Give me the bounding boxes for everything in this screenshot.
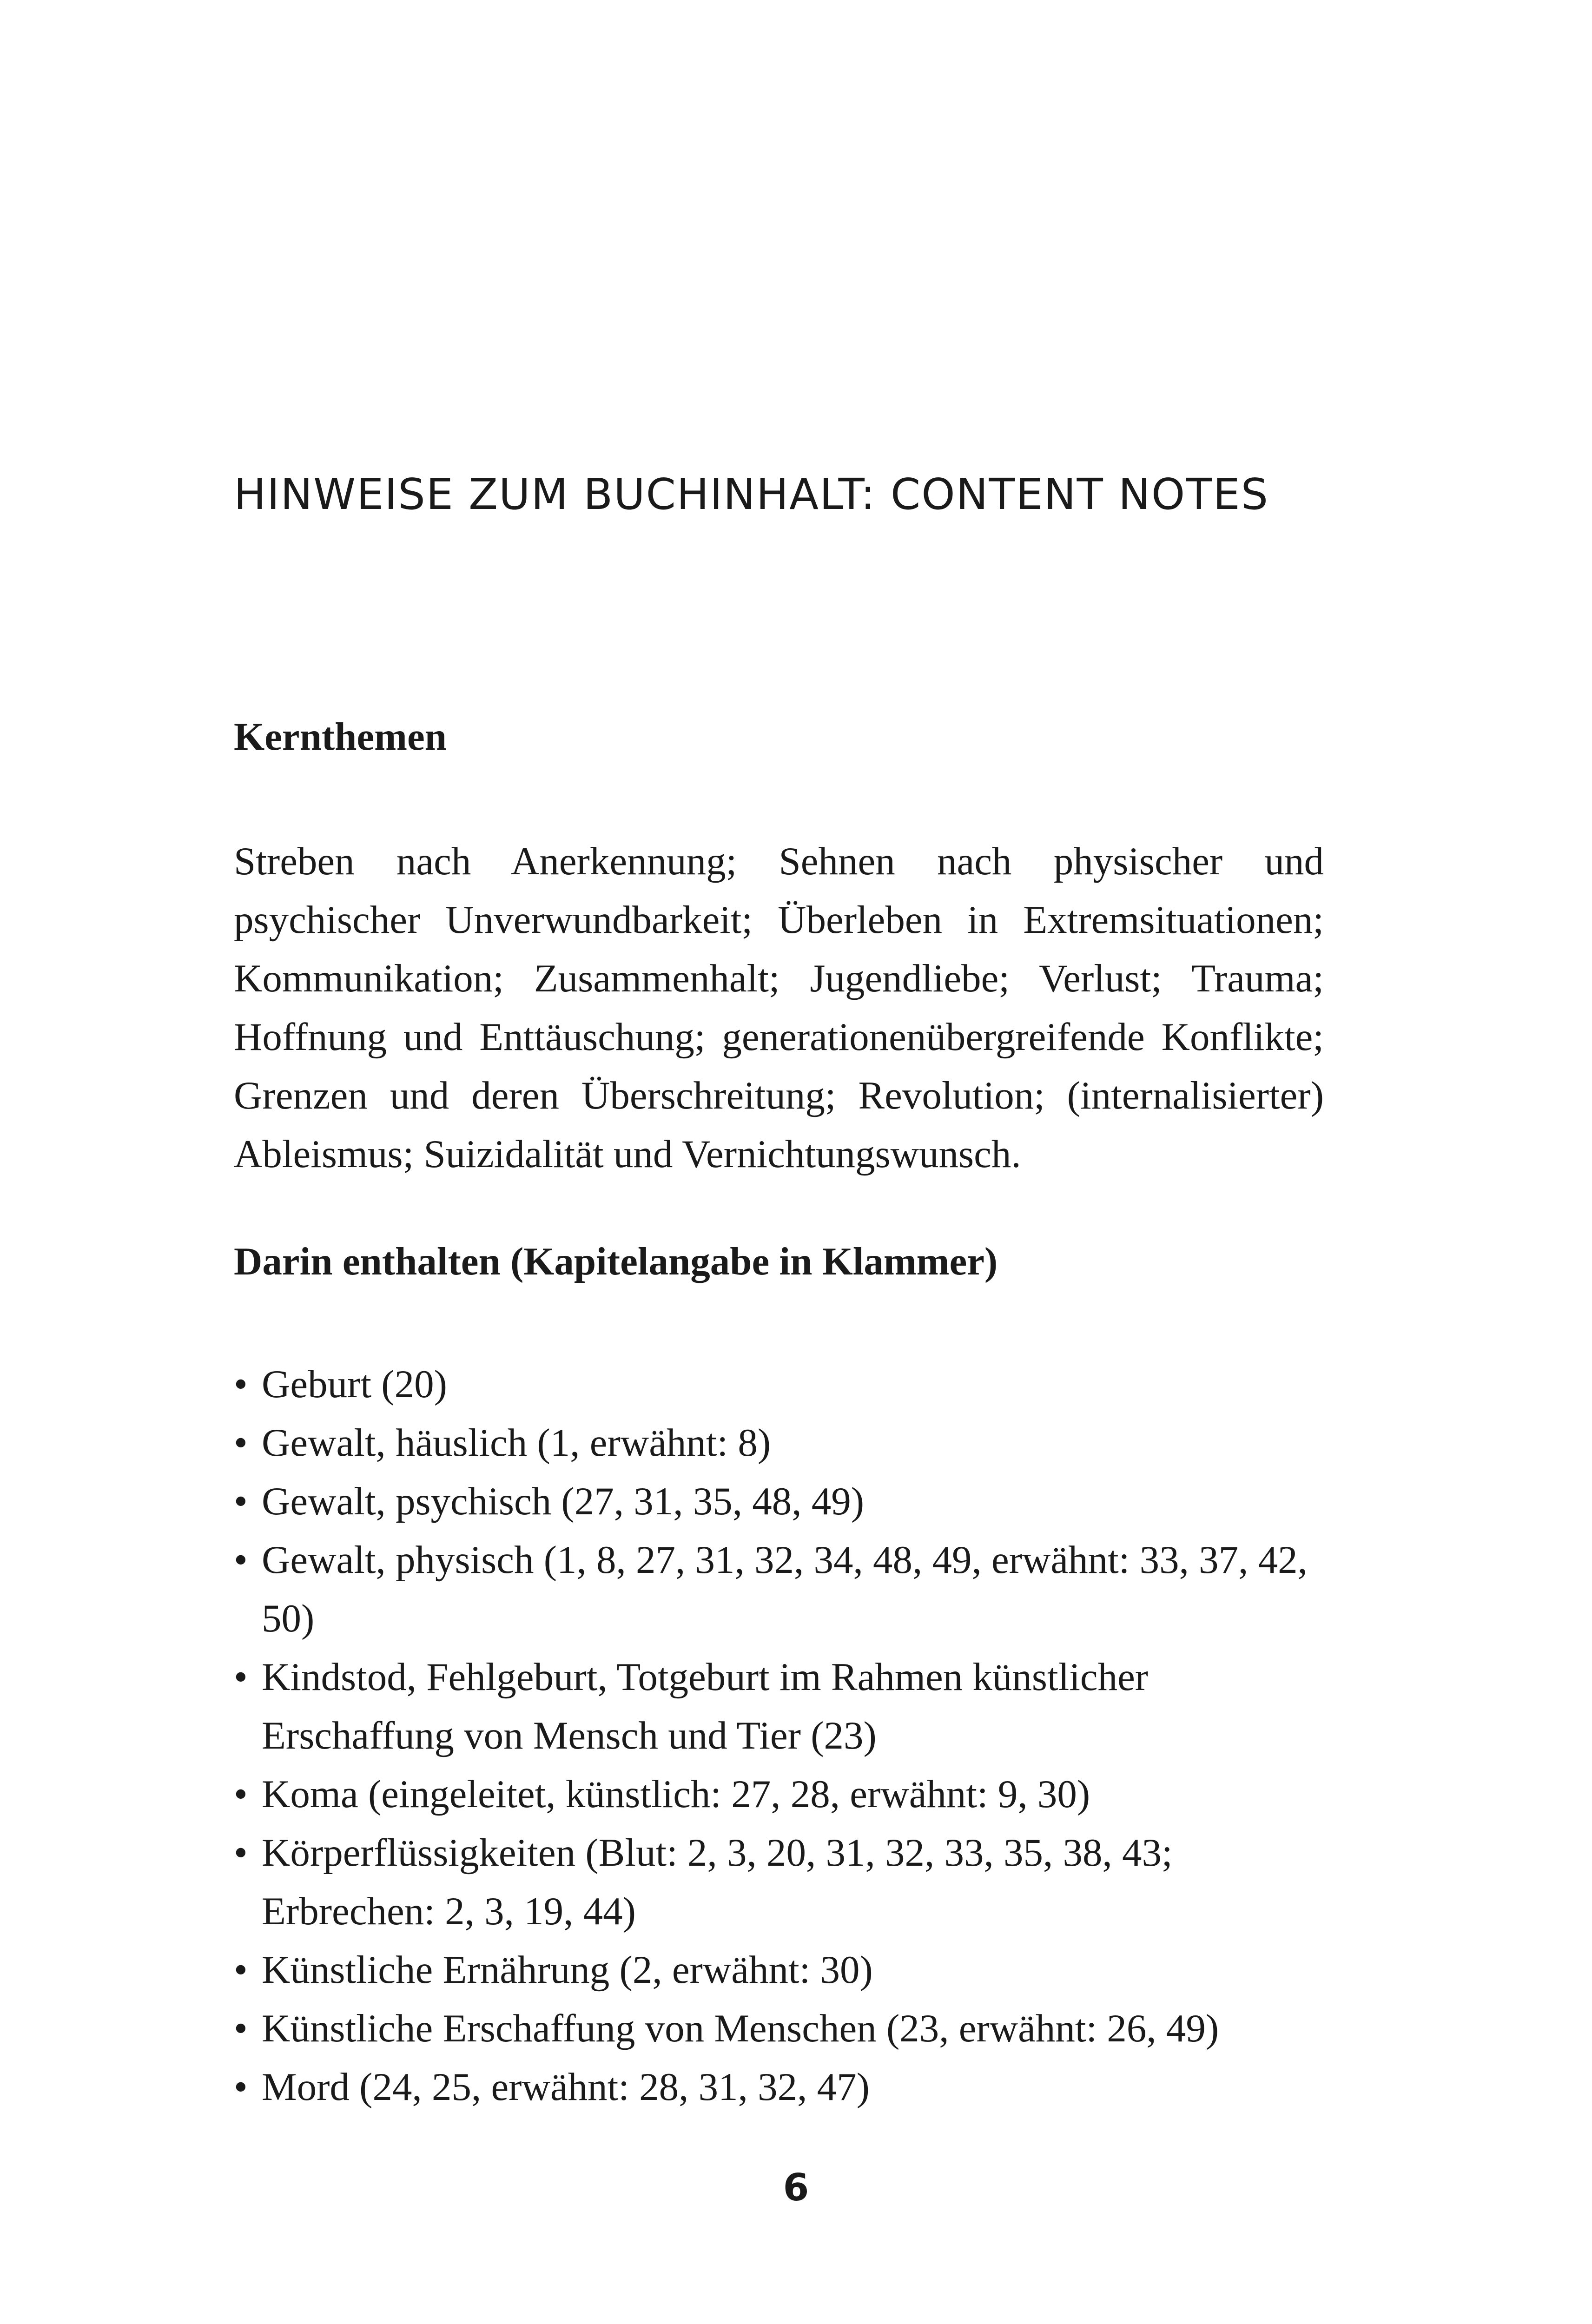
list-item-text: Gewalt, häuslich (1, erwähnt: 8) — [262, 1421, 771, 1465]
list-item — [234, 1648, 1349, 1765]
list-item-text: Gewalt, physisch (1, 8, 27, 31, 32, 34, 48, 49, erwähnt: 33, 37, 42, 50) — [262, 1538, 1308, 1640]
section-title-darin-enthalten: Darin enthalten (Kapitelangabe in Klammer) — [234, 1240, 998, 1283]
list-item-text: Künstliche Erschaffung von Menschen (23, erwähnt: 26, 49) — [262, 2007, 1219, 2050]
section-title-kernthemen: Kernthemen — [234, 715, 447, 759]
list-item — [234, 2058, 1349, 2116]
kernthemen-paragraph: Streben nach Anerkennung; Sehnen nach physischer und psychischer Unverwundbarkeit; Überleben in Extremsituationen; Kommunikation; Zusammenhalt; Jugendliebe; Verlust; Trauma; Hoffnung und Enttäuschung; generationenübergreifende Konflikte; Grenzen und deren Überschreitung; Revolution; (internalisierter) Ableismus; Suizidalität und Vernichtungswunsch. — [234, 839, 1324, 1176]
bullet-icon: • — [234, 1479, 248, 1523]
page-heading: HINWEISE ZUM BUCHINHALT: CONTENT NOTES — [234, 469, 1269, 519]
list-item-text: Geburt (20) — [262, 1362, 447, 1406]
page-number: 6 — [783, 2166, 809, 2209]
list-item — [234, 1999, 1349, 2058]
bullet-icon: • — [234, 1948, 248, 1992]
list-item — [234, 1765, 1349, 1823]
content-notes-list — [234, 1355, 1349, 2116]
bullet-icon: • — [234, 1655, 248, 1699]
list-item-text: Gewalt, psychisch (27, 31, 35, 48, 49) — [262, 1479, 865, 1523]
bullet-icon: • — [234, 1538, 248, 1582]
list-item-text: Koma (eingeleitet, künstlich: 27, 28, erwähnt: 9, 30) — [262, 1772, 1090, 1816]
list-item — [234, 1941, 1349, 1999]
bullet-icon: • — [234, 1421, 248, 1465]
list-item — [234, 1531, 1349, 1648]
list-item-text: Mord (24, 25, erwähnt: 28, 31, 32, 47) — [262, 2065, 870, 2109]
bullet-icon: • — [234, 1362, 248, 1406]
bullet-icon: • — [234, 1831, 248, 1875]
list-item — [234, 1472, 1349, 1531]
bullet-icon: • — [234, 2065, 248, 2109]
list-item-text: Körperflüssigkeiten (Blut: 2, 3, 20, 31, 32, 33, 35, 38, 43; Erbrechen: 2, 3, 19, 44) — [262, 1831, 1173, 1933]
list-item — [234, 1823, 1349, 1941]
list-item-text: Künstliche Ernährung (2, erwähnt: 30) — [262, 1948, 873, 1992]
list-item — [234, 1413, 1349, 1472]
bullet-icon: • — [234, 1772, 248, 1816]
bullet-icon: • — [234, 2007, 248, 2050]
list-item — [234, 1355, 1349, 1413]
list-item-text: Kindstod, Fehlgeburt, Totgeburt im Rahmen künstlicher Erschaffung von Mensch und Tier (23) — [262, 1655, 1149, 1757]
